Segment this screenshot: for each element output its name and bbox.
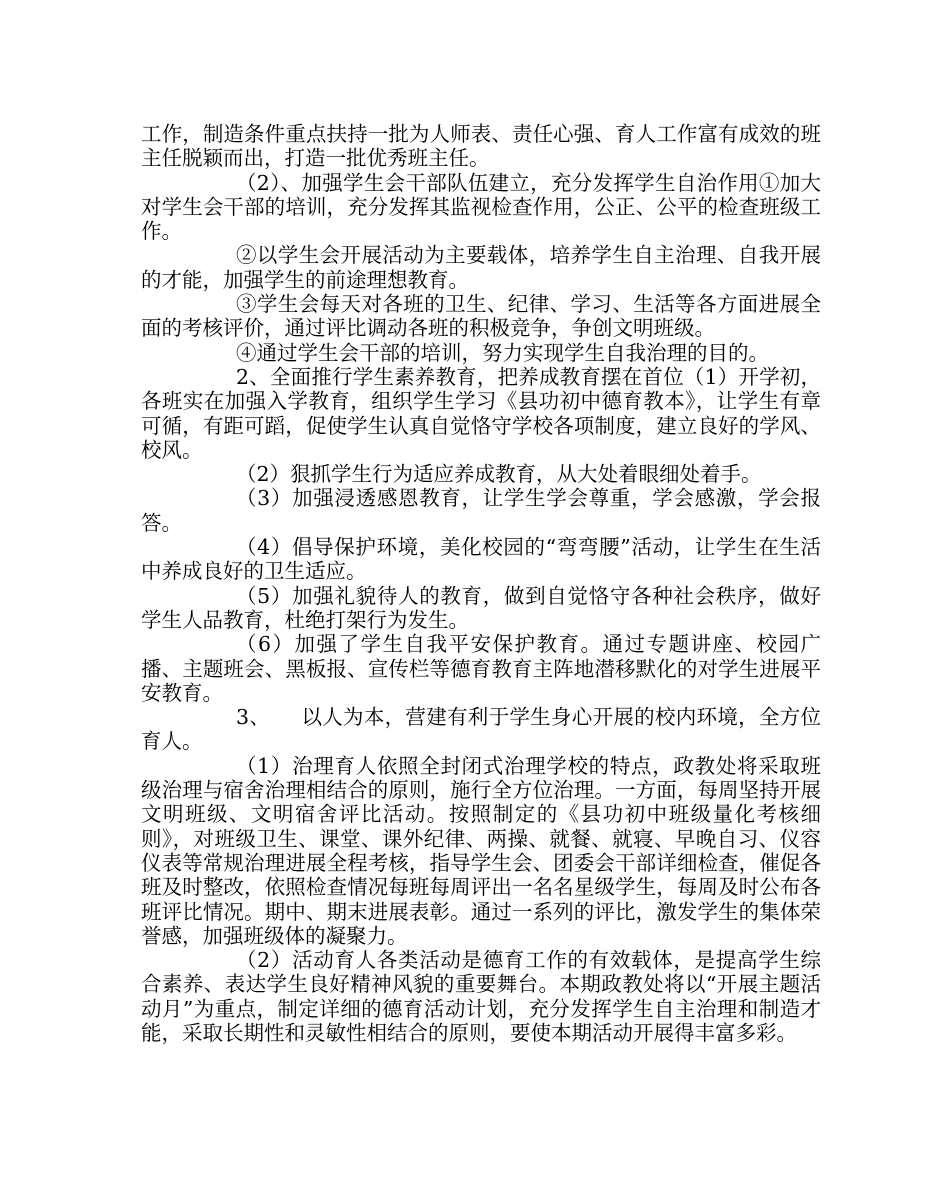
paragraph-9: （4）倡导保护环境，美化校园的“弯弯腰”活动，让学生在生活中养成良好的卫生适应。 xyxy=(141,535,821,584)
paragraph-12: 3、 以人为本，营建有利于学生身心开展的校内环境，全方位育人。 xyxy=(141,705,821,754)
paragraph-14: （2）活动育人各类活动是德育工作的有效载体，是提高学生综合素养、表达学生良好精神风貌的重要舞台。本期政教处将以“开展主题活动月”为重点，制定详细的德育活动计划，充分发挥学生自主治理和制造才能，采取长期性和灵敏性相结合的原则，要使本期活动开展得丰富多彩。 xyxy=(141,948,821,1045)
paragraph-6: 2、全面推行学生素养教育，把养成教育摆在首位（1）开学初，各班实在加强入学教育，组织学生学习《县功初中德育教本》，让学生有章可循，有距可蹈，促使学生认真自觉恪守学校各项制度，建立良好的学风、校风。 xyxy=(141,364,821,462)
paragraph-8: （3）加强浸透感恩教育，让学生学会尊重，学会感激，学会报答。 xyxy=(141,486,821,535)
paragraph-5: ④通过学生会干部的培训，努力实现学生自我治理的目的。 xyxy=(236,340,769,365)
paragraph-2: （2）、加强学生会干部队伍建立，充分发挥学生自治作用①加大对学生会干部的培训，充分发挥其监视检查作用，公正、公平的检查班级工作。 xyxy=(141,170,821,244)
document-page xyxy=(141,122,821,1045)
paragraph-13: （1）治理育人依照全封闭式治理学校的特点，政教处将采取班级治理与宿舍治理相结合的原则，施行全方位治理。一方面，每周坚持开展文明班级、文明宿舍评比活动。按照制定的《县功初中班级量化考核细则》，对班级卫生、课堂、课外纪律、两操、就餐、就寝、早晚自习、仪容仪表等常规治理进展全程考核，指导学生会、团委会干部详细检查，催促各班及时整改，依照检查情况每班每周评出一名名星级学生，每周及时公布各班评比情况。期中、期末进展表彰。通过一系列的评比，激发学生的集体荣誉感，加强班级体的凝聚力。 xyxy=(141,753,821,948)
paragraph-10: （5）加强礼貌待人的教育，做到自觉恪守各种社会秩序，做好学生人品教育，杜绝打架行为发生。 xyxy=(141,583,821,632)
paragraph-3: ②以学生会开展活动为主要载体，培养学生自主治理、自我开展的才能，加强学生的前途理想教育。 xyxy=(141,243,821,292)
paragraph-11: （6）加强了学生自我平安保护教育。通过专题讲座、校园广播、主题班会、黑板报、宣传栏等德育教育主阵地潜移默化的对学生进展平安教育。 xyxy=(141,632,821,705)
paragraph-4: ③学生会每天对各班的卫生、纪律、学习、生活等各方面进展全面的考核评价，通过评比调动各班的积极竞争，争创文明班级。 xyxy=(141,292,821,341)
paragraph-7: （2）狠抓学生行为适应养成教育，从大处着眼细处着手。 xyxy=(236,462,762,487)
paragraph-1: 工作，制造条件重点扶持一批为人师表、责任心强、育人工作富有成效的班主任脱颖而出，打造一批优秀班主任。 xyxy=(141,122,821,171)
